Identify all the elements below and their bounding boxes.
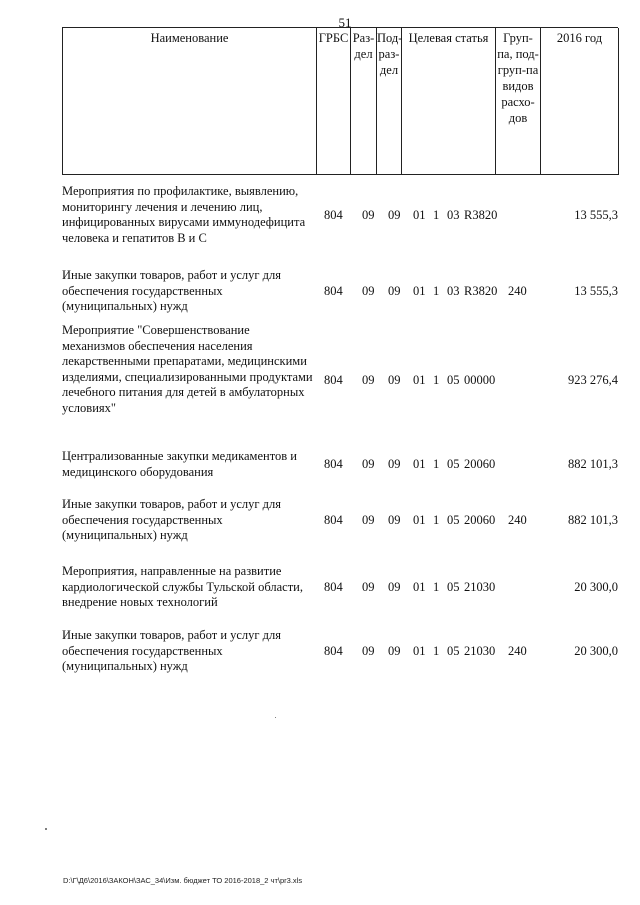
row-target-program: 01	[413, 457, 426, 471]
row-grbs: 804	[324, 580, 343, 594]
row-target-event: 05	[447, 513, 460, 527]
page-number: 51	[338, 15, 352, 30]
table-row	[62, 497, 618, 545]
row-razdel: 09	[362, 580, 375, 594]
row-target-event: 05	[447, 644, 460, 658]
row-podrazdel: 09	[388, 457, 401, 471]
row-name: Мероприятия по профилактике, выявлению, мониторингу лечения и лечению лиц, инфицированных вирусами иммунодефицита человека и гепатитов В и С	[62, 184, 306, 245]
row-sum: 20 300,0	[574, 644, 618, 658]
row-group: 240	[508, 644, 527, 658]
file-path-footer: D:\Г\Д6\2016\ЗАКОН\ЗАС_34\Изм. бюджет ТО 2016-2018_2 чт\pr3.xls	[63, 876, 303, 885]
row-name: Иные закупки товаров, работ и услуг для обеспечения государственных (муниципальных) нужд	[62, 497, 282, 542]
header-year: 2016 год	[541, 28, 619, 175]
row-target-subprogram: 1	[433, 208, 440, 222]
header-group: Груп-па, под-груп-па видов расхо-дов	[496, 28, 541, 175]
row-name: Иные закупки товаров, работ и услуг для обеспечения государственных (муниципальных) нужд	[62, 628, 282, 673]
row-target-subprogram: 1	[433, 513, 440, 527]
row-podrazdel: 09	[388, 373, 401, 387]
row-name: Централизованные закупки медикаментов и медицинского оборудования	[62, 449, 297, 479]
row-razdel: 09	[362, 208, 375, 222]
row-podrazdel: 09	[388, 284, 401, 298]
row-grbs: 804	[324, 373, 343, 387]
row-grbs: 804	[324, 644, 343, 658]
row-target-program: 01	[413, 284, 426, 298]
scan-speck	[45, 828, 47, 830]
table-row	[62, 268, 618, 316]
table-row	[62, 564, 618, 612]
row-razdel: 09	[362, 284, 375, 298]
row-target-program: 01	[413, 580, 426, 594]
row-target-code: R3820	[464, 284, 498, 298]
row-target-code: 20060	[464, 513, 496, 527]
row-target-code: R3820	[464, 208, 498, 222]
row-razdel: 09	[362, 373, 375, 387]
header-podrazdel: Под-раз-дел	[377, 28, 402, 175]
table-row	[62, 449, 618, 481]
header-grbs: ГРБС	[317, 28, 351, 175]
row-sum: 13 555,3	[574, 284, 618, 298]
row-target-code: 21030	[464, 580, 496, 594]
row-sum: 13 555,3	[574, 208, 618, 222]
row-sum: 923 276,4	[568, 373, 618, 387]
row-target-code: 00000	[464, 373, 496, 387]
row-sum: 20 300,0	[574, 580, 618, 594]
row-target-program: 01	[413, 513, 426, 527]
row-group: 240	[508, 284, 527, 298]
header-razdel: Раз-дел	[351, 28, 377, 175]
row-name: Иные закупки товаров, работ и услуг для обеспечения государственных (муниципальных) нужд	[62, 268, 282, 313]
row-razdel: 09	[362, 457, 375, 471]
row-target-code: 21030	[464, 644, 496, 658]
row-target-subprogram: 1	[433, 580, 440, 594]
scan-speck	[275, 717, 276, 718]
header-target: Целевая статья	[402, 28, 496, 175]
row-grbs: 804	[324, 208, 343, 222]
table-row	[62, 628, 618, 676]
row-target-program: 01	[413, 644, 426, 658]
row-target-event: 03	[447, 208, 460, 222]
row-target-subprogram: 1	[433, 457, 440, 471]
row-grbs: 804	[324, 457, 343, 471]
table-row	[62, 184, 618, 248]
row-target-code: 20060	[464, 457, 496, 471]
row-group: 240	[508, 513, 527, 527]
row-podrazdel: 09	[388, 513, 401, 527]
row-sum: 882 101,3	[568, 457, 618, 471]
row-target-event: 05	[447, 580, 460, 594]
row-podrazdel: 09	[388, 580, 401, 594]
row-target-program: 01	[413, 373, 426, 387]
row-razdel: 09	[362, 513, 375, 527]
table-row	[62, 323, 618, 435]
row-target-program: 01	[413, 208, 426, 222]
row-sum: 882 101,3	[568, 513, 618, 527]
row-target-subprogram: 1	[433, 284, 440, 298]
row-target-subprogram: 1	[433, 373, 440, 387]
row-name: Мероприятие "Совершенствование механизмов обеспечения населения лекарственными препаратами, медицинскими изделиями, специализированными продуктами лечебного питания для детей в амбулаторных условиях"	[62, 323, 313, 415]
row-target-event: 05	[447, 373, 460, 387]
row-grbs: 804	[324, 284, 343, 298]
row-target-event: 03	[447, 284, 460, 298]
header-name: Наименование	[63, 28, 317, 175]
row-podrazdel: 09	[388, 208, 401, 222]
row-podrazdel: 09	[388, 644, 401, 658]
row-target-event: 05	[447, 457, 460, 471]
row-name: Мероприятия, направленные на развитие кардиологической службы Тульской области, внедрение новых технологий	[62, 564, 303, 609]
row-razdel: 09	[362, 644, 375, 658]
row-grbs: 804	[324, 513, 343, 527]
table-header	[62, 27, 618, 175]
row-target-subprogram: 1	[433, 644, 440, 658]
